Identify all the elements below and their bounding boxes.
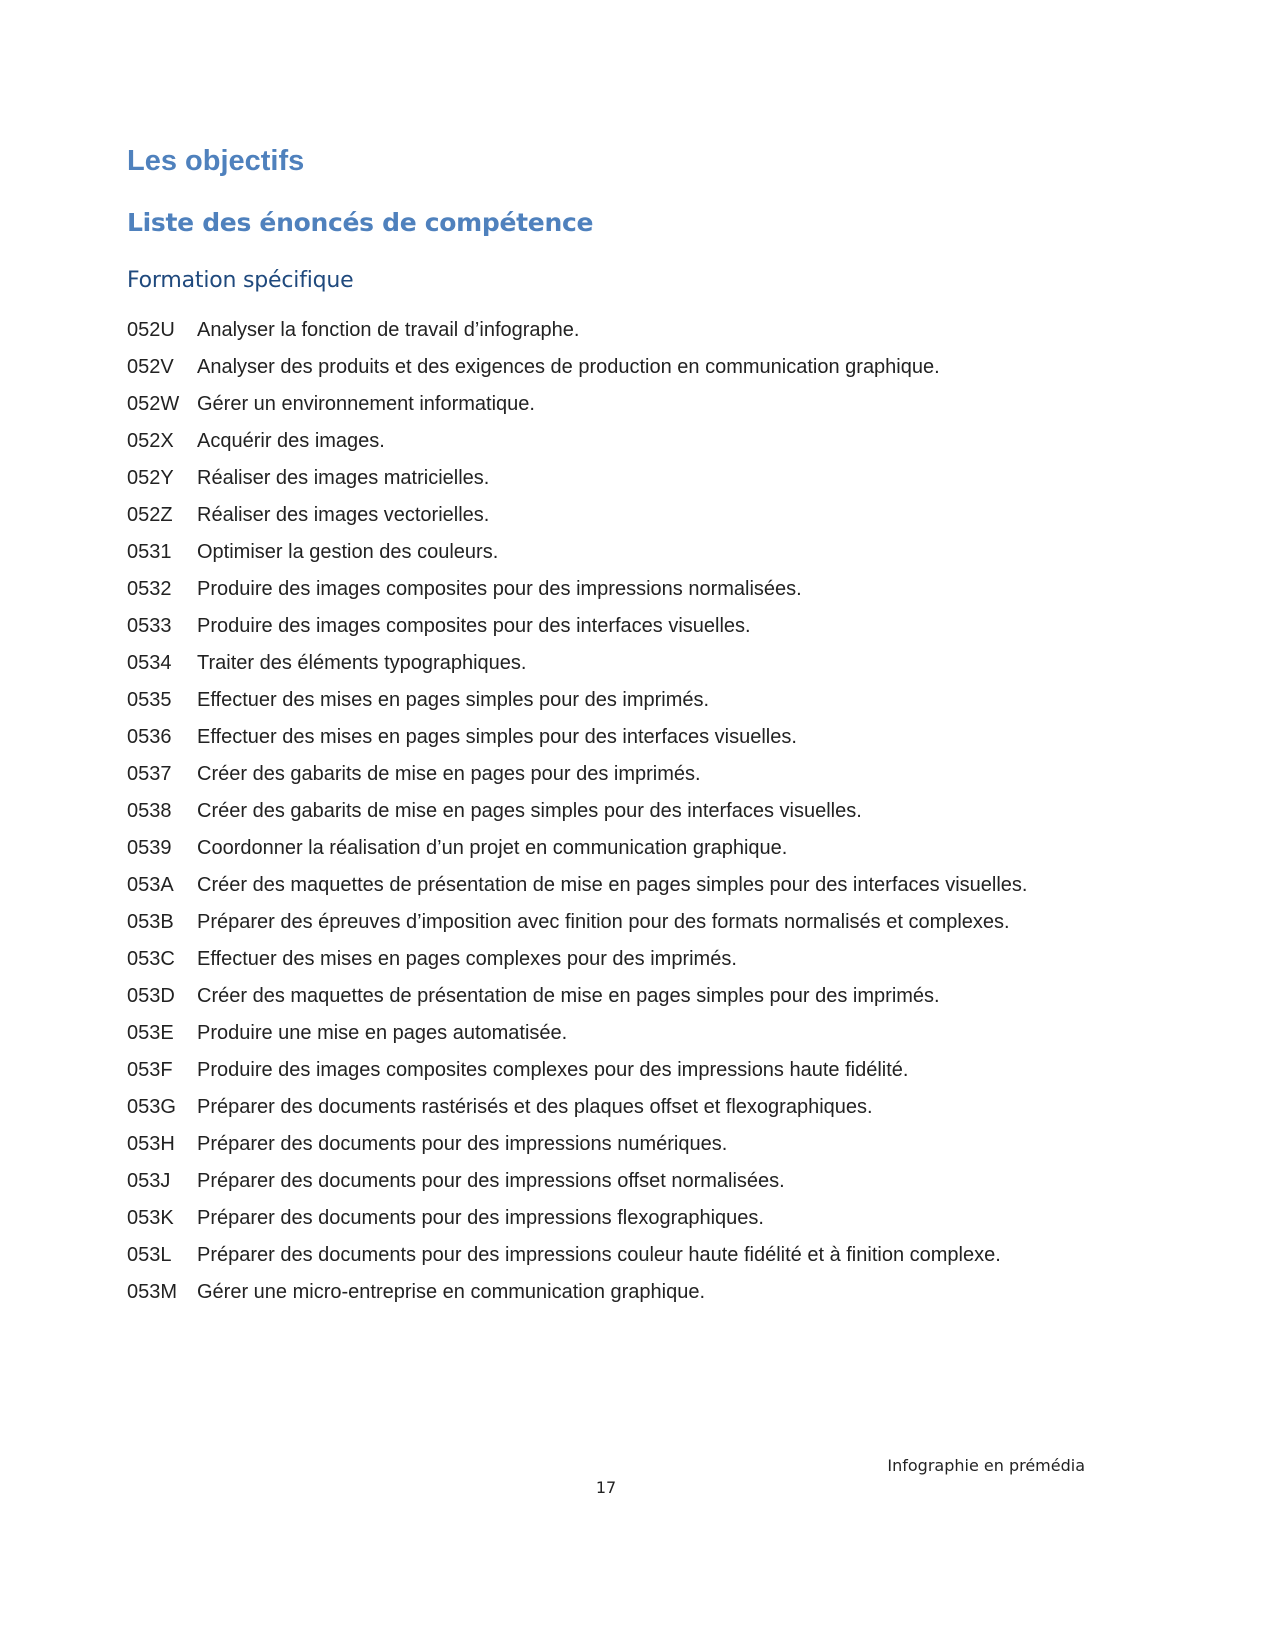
competency-code: 0539 [127,837,172,859]
competency-code: 053G [127,1096,176,1118]
competency-text: Coordonner la réalisation d’un projet en communication graphique. [197,837,788,859]
competency-text: Produire des images composites complexes pour des impressions haute fidélité. [197,1059,909,1081]
list-item [127,1132,1097,1157]
list-item [127,614,1097,639]
list-item [127,1095,1097,1120]
competency-text: Gérer une micro-entreprise en communication graphique. [197,1281,706,1303]
competency-text: Produire des images composites pour des interfaces visuelles. [197,615,751,637]
competency-code: 053C [127,948,175,970]
competency-text: Analyser des produits et des exigences de production en communication graphique. [197,356,940,378]
competency-text: Réaliser des images matricielles. [197,467,490,489]
competency-code: 0534 [127,652,172,674]
list-item [127,1058,1097,1083]
competency-text: Effectuer des mises en pages complexes pour des imprimés. [197,948,737,970]
competency-code: 0537 [127,763,172,785]
list-item [127,688,1097,713]
competency-code: 0538 [127,800,172,822]
list-item [127,725,1097,750]
competency-code: 053J [127,1170,171,1192]
list-item [127,651,1097,676]
page-title: Les objectifs [127,145,305,177]
competency-code: 0535 [127,689,172,711]
competency-text: Acquérir des images. [197,430,385,452]
list-item [127,540,1097,565]
list-item [127,910,1097,935]
list-item [127,873,1097,898]
competency-code: 053B [127,911,174,933]
list-item [127,1243,1097,1268]
competency-text: Gérer un environnement informatique. [197,393,535,415]
list-item [127,799,1097,824]
competency-text: Préparer des documents pour des impressions offset normalisées. [197,1170,785,1192]
competency-text: Préparer des documents pour des impressions couleur haute fidélité et à finition complexe. [197,1244,1001,1266]
list-item [127,355,1097,380]
competency-code: 053E [127,1022,174,1044]
competency-code: 053A [127,874,174,896]
competency-text: Préparer des épreuves d’imposition avec finition pour des formats normalisés et complexes. [197,911,1010,933]
competency-text: Préparer des documents pour des impressions numériques. [197,1133,728,1155]
competency-text: Effectuer des mises en pages simples pour des imprimés. [197,689,710,711]
competency-code: 0532 [127,578,172,600]
competency-text: Créer des maquettes de présentation de mise en pages simples pour des interfaces visuelles. [197,874,1028,896]
list-item [127,1169,1097,1194]
competency-code: 053M [127,1281,178,1303]
page-number: 17 [595,1478,617,1497]
competency-text: Produire une mise en pages automatisée. [197,1022,568,1044]
competency-text: Préparer des documents rastérisés et des plaques offset et flexographiques. [197,1096,873,1118]
section-heading: Liste des énoncés de compétence [127,208,594,237]
list-item [127,984,1097,1009]
competency-code: 0531 [127,541,172,563]
competency-text: Traiter des éléments typographiques. [197,652,527,674]
competency-text: Créer des gabarits de mise en pages simples pour des interfaces visuelles. [197,800,862,822]
list-item [127,503,1097,528]
competency-text: Optimiser la gestion des couleurs. [197,541,499,563]
list-item [127,429,1097,454]
list-item [127,577,1097,602]
competency-code: 053L [127,1244,172,1266]
competency-code: 052Y [127,467,174,489]
competency-code: 0536 [127,726,172,748]
list-item [127,392,1097,417]
list-item [127,1206,1097,1231]
competency-code: 052W [127,393,180,415]
competency-text: Réaliser des images vectorielles. [197,504,490,526]
competency-list [127,318,1097,1317]
competency-code: 0533 [127,615,172,637]
list-item [127,836,1097,861]
competency-text: Produire des images composites pour des impressions normalisées. [197,578,802,600]
competency-text: Effectuer des mises en pages simples pour des interfaces visuelles. [197,726,797,748]
list-item [127,1280,1097,1305]
competency-code: 052U [127,319,175,341]
footer-title: Infographie en prémédia [887,1456,1085,1475]
competency-code: 053D [127,985,175,1007]
competency-text: Créer des maquettes de présentation de mise en pages simples pour des imprimés. [197,985,940,1007]
competency-code: 052V [127,356,174,378]
competency-code: 053H [127,1133,175,1155]
competency-text: Créer des gabarits de mise en pages pour des imprimés. [197,763,701,785]
subsection-heading: Formation spécifique [127,268,354,293]
list-item [127,947,1097,972]
competency-code: 052Z [127,504,173,526]
competency-code: 052X [127,430,174,452]
list-item [127,318,1097,343]
competency-text: Analyser la fonction de travail d’infographe. [197,319,580,341]
list-item [127,466,1097,491]
list-item [127,1021,1097,1046]
competency-text: Préparer des documents pour des impressions flexographiques. [197,1207,764,1229]
competency-code: 053K [127,1207,174,1229]
competency-code: 053F [127,1059,173,1081]
list-item [127,762,1097,787]
